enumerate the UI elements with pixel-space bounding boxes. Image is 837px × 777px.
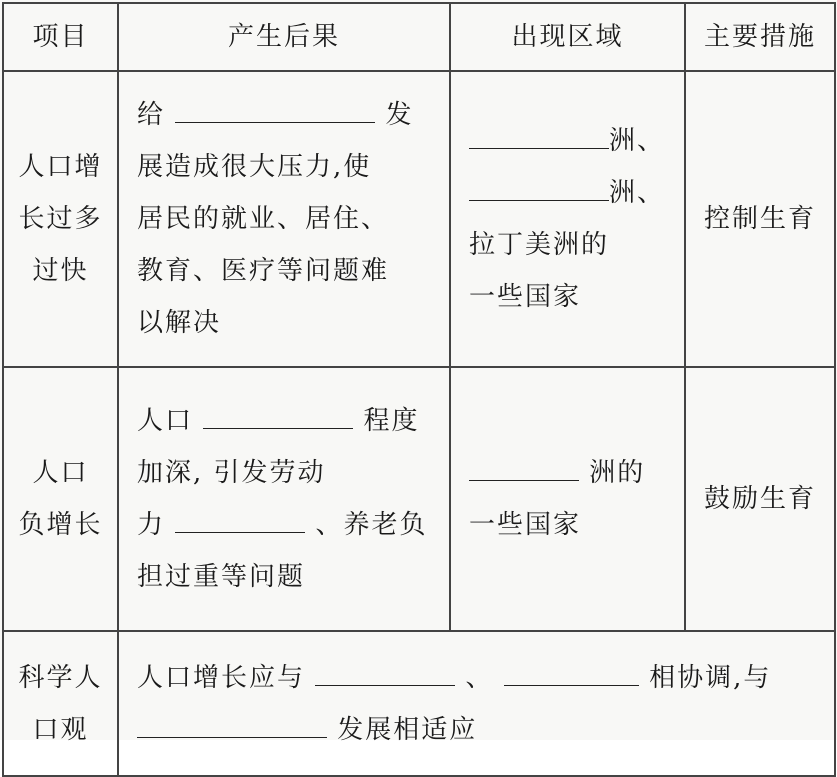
view-line [137, 652, 824, 704]
text: 人口 [137, 406, 194, 436]
measure-growth: 控制生育 [685, 71, 835, 367]
region-growth [450, 71, 685, 367]
header-row [3, 3, 835, 71]
fill-blank[interactable] [469, 170, 609, 201]
measure-negative: 鼓励生育 [685, 367, 835, 631]
fill-blank[interactable] [315, 655, 455, 686]
item-line: 口观 [32, 714, 89, 745]
region-line: 拉丁美洲的 [469, 230, 610, 260]
region-line [469, 447, 674, 499]
region-line [469, 115, 674, 167]
text: 洲、 [609, 126, 666, 156]
consequence-line [137, 89, 439, 141]
population-table [2, 2, 836, 777]
item-line: 长过多 [18, 204, 103, 234]
text: 洲的 [589, 458, 646, 488]
item-negative [3, 367, 118, 631]
fill-blank[interactable] [469, 450, 579, 481]
text: 、养老负 [315, 510, 428, 540]
header-measure: 主要措施 [685, 3, 835, 71]
region-line: 一些国家 [469, 510, 582, 540]
fill-blank[interactable] [504, 655, 639, 686]
consequence-line: 担过重等问题 [137, 562, 306, 592]
item-line: 科学人 [18, 662, 103, 693]
text: 力 [137, 510, 166, 540]
item-view [3, 631, 118, 776]
consequence-line: 居民的就业、居住、 [137, 204, 390, 234]
region-line: 一些国家 [469, 282, 582, 312]
text: 、 [465, 662, 494, 693]
table-row-growth [3, 71, 835, 367]
item-growth [3, 71, 118, 367]
text: 给 [137, 100, 166, 130]
consequence-line [137, 395, 439, 447]
consequence-line: 展造成很大压力,使 [137, 152, 372, 182]
fill-blank[interactable] [469, 118, 609, 149]
item-line: 人口增 [18, 152, 103, 182]
consequence-growth [118, 71, 450, 367]
fill-blank[interactable] [175, 92, 375, 123]
header-consequence: 产生后果 [118, 3, 450, 71]
consequence-line: 以解决 [137, 308, 222, 338]
table-row-negative [3, 367, 835, 631]
fill-blank[interactable] [137, 707, 327, 738]
consequence-line [137, 499, 439, 551]
table-row-view [3, 631, 835, 776]
consequence-line: 教育、医疗等问题难 [137, 256, 390, 286]
item-line: 负增长 [18, 510, 103, 540]
text: 发 [385, 100, 414, 130]
text: 相协调,与 [649, 662, 772, 693]
region-negative [450, 367, 685, 631]
view-line [137, 704, 824, 756]
consequence-negative [118, 367, 450, 631]
fill-blank[interactable] [203, 398, 353, 429]
text: 发展相适应 [337, 714, 478, 745]
text: 人口增长应与 [137, 662, 306, 693]
text: 洲、 [609, 178, 666, 208]
view-text [118, 631, 835, 776]
consequence-line: 加深, 引发劳动 [137, 458, 326, 488]
item-line: 过快 [32, 256, 89, 286]
fill-blank[interactable] [175, 502, 305, 533]
header-item: 项目 [3, 3, 118, 71]
text: 程度 [363, 406, 420, 436]
item-line: 人口 [32, 458, 89, 488]
header-region: 出现区域 [450, 3, 685, 71]
region-line [469, 167, 674, 219]
